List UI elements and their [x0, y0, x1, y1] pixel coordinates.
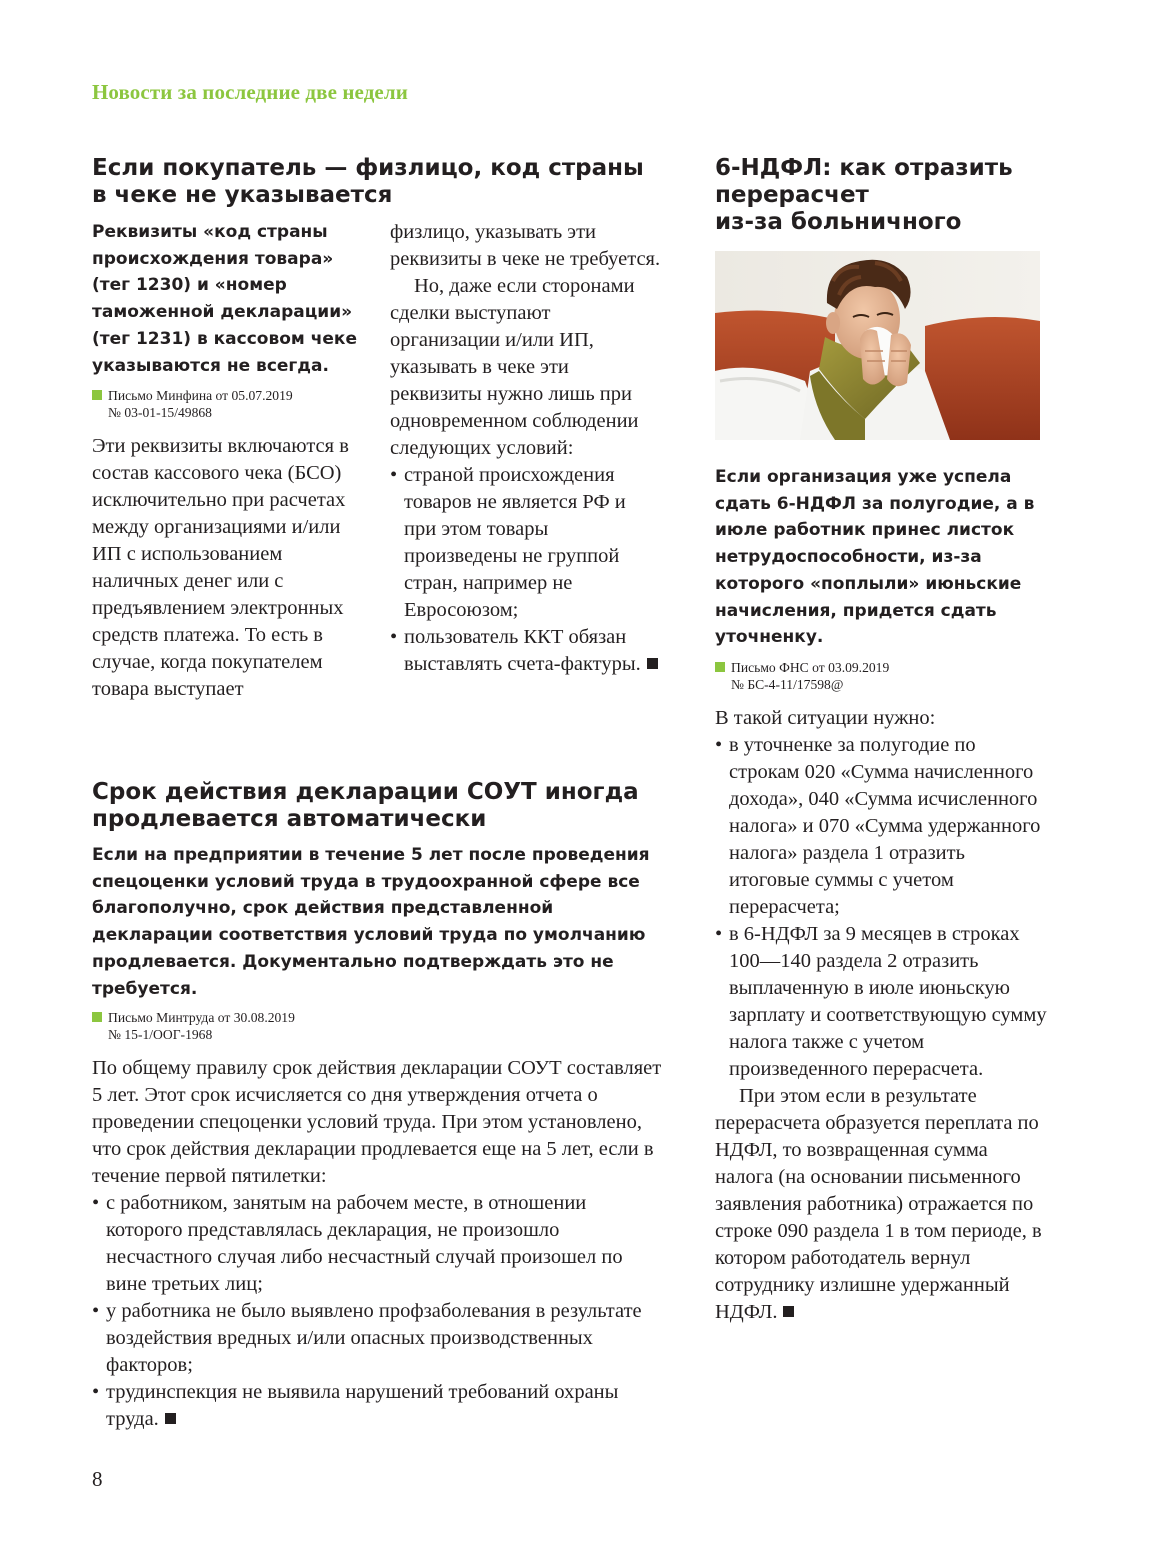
article2-ref-line1: Письмо Минтруда от 30.08.2019 — [108, 1010, 295, 1026]
list-item: • страной происхождения товаров не является РФ и при этом товары произведены не группой стран, например не Евросоюзом; — [390, 462, 662, 624]
end-of-article-icon — [165, 1413, 176, 1424]
article3-ref-line1: Письмо ФНС от 03.09.2019 — [731, 659, 890, 675]
sick-man-photo-illustration — [715, 251, 1040, 440]
article2-reference — [92, 1009, 662, 1043]
list-item: • трудинспекция не выявила нарушений требований охраны труда. — [92, 1379, 662, 1433]
article3-title-line1: 6-НДФЛ: как отразить — [715, 155, 1013, 181]
article1-right-column — [390, 219, 662, 678]
end-of-article-icon — [783, 1306, 794, 1317]
article3-closing: При этом если в результате перерасчета образуется переплата по НДФЛ, то возвращенная сумма налога (на основании письменного заявления работника) отражается по строке 090 раздела 1 в том периоде, в котором работодатель вернул сотруднику излишне удержанный НДФЛ. — [715, 1084, 1042, 1323]
article2-bullet-list — [92, 1190, 662, 1433]
article1-body-left-text: Эти реквизиты включаются в состав кассового чека (БСО) исключительно при расчетах между организациями и/или ИП с использованием наличных денег или с предъявлением электронных средств платежа. То есть в случае, когда покупателем товара выступает — [92, 435, 349, 701]
list-item: • в уточненке за полугодие по строкам 020 «Сумма начисленного дохода», 040 «Сумма исчисленного налога» и 070 «Сумма удержанного налога» раздела 1 отразить итоговые суммы с учетом перерасчета; — [715, 732, 1050, 921]
article3-title-block — [715, 155, 1055, 236]
article1-title: Если покупатель — физлицо, код страны в чеке не указывается — [92, 155, 644, 208]
article1-ref-line2: № 03-01-15/49868 — [108, 405, 212, 421]
article3-content — [715, 464, 1050, 1326]
article2-ref-line2: № 15-1/ООГ-1968 — [108, 1027, 213, 1043]
article2-body-text: По общему правилу срок действия декларации СОУТ составляет 5 лет. Этот срок исчисляется со дня утверждения отчета о проведении спецоценки условий труда. При этом установлено, что срок действия декларации продлевается еще на 5 лет, если в течение первой пятилетки: — [92, 1057, 662, 1188]
article1-ref-line1: Письмо Минфина от 05.07.2019 — [108, 388, 293, 404]
article3-photo — [715, 251, 1040, 440]
reference-marker-icon — [92, 390, 102, 400]
article3-title-line3: из-за больничного — [715, 209, 962, 235]
article1-lead: Реквизиты «код страны происхождения товара» (тег 1230) и «номер таможенной декларации» (тег 1231) в кассовом чеке указываются не всегда. — [92, 222, 357, 376]
list-item: • в 6-НДФЛ за 9 месяцев в строках 100—140 раздела 2 отразить выплаченную в июле июньскую зарплату и соответствующую сумму налога также с учетом произведенного перерасчета. — [715, 921, 1050, 1083]
end-of-article-icon — [647, 658, 658, 669]
article1-body-right-p1: физлицо, указывать эти реквизиты в чеке не требуется. — [390, 221, 661, 270]
article3-lead: Если организация уже успела сдать 6-НДФЛ за полугодие, а в июле работник принес листок нетрудоспособности, из-за которого «поплыли» июньские начисления, придется сдать уточненку. — [715, 467, 1035, 648]
article3-body — [715, 705, 1050, 1326]
list-item: • пользователь ККТ обязан выставлять счета-фактуры. — [390, 624, 662, 678]
article1-bullet-list — [390, 462, 662, 678]
article3-title-line2: перерасчет — [715, 182, 869, 208]
article1-left-column — [92, 219, 364, 703]
list-item: • у работника не было выявлено профзаболевания в результате воздействия вредных и/или опасных производственных факторов; — [92, 1298, 662, 1379]
list-item: • с работником, занятым на рабочем месте, в отношении которого представлялась декларация, не произошло несчастного случая либо несчастный случай произошел по вине третьих лиц; — [92, 1190, 662, 1298]
page-number: 8 — [92, 1467, 103, 1491]
article3-intro: В такой ситуации нужно: — [715, 706, 936, 729]
article3-ref-line2: № БС-4-11/17598@ — [731, 676, 844, 692]
article2-lead: Если на предприятии в течение 5 лет после проведения спецоценки условий труда в трудоохранной сфере все благополучно, срок действия представленной декларации соответствия условий труда по умолчанию продлевается. Документально подтверждать это не требуется. — [92, 845, 650, 999]
article1-body-right-p2: Но, даже если сторонами сделки выступают организации и/или ИП, указывать в чеке эти реквизиты нужно лишь при одновременном соблюдении следующих условий: — [390, 275, 639, 459]
reference-marker-icon — [92, 1012, 102, 1022]
article1-title-block — [92, 155, 652, 209]
article3-bullet-list — [715, 732, 1050, 1083]
article1-reference — [92, 387, 364, 421]
article2-body — [92, 1055, 662, 1433]
article2-content — [92, 842, 662, 1433]
article2-title-block — [92, 779, 662, 833]
section-label: Новости за последние две недели — [92, 80, 408, 104]
article3-reference — [715, 659, 1050, 693]
article1-body-left — [92, 433, 364, 703]
article2-title: Срок действия декларации СОУТ иногда продлевается автоматически — [92, 779, 639, 832]
reference-marker-icon — [715, 662, 725, 672]
